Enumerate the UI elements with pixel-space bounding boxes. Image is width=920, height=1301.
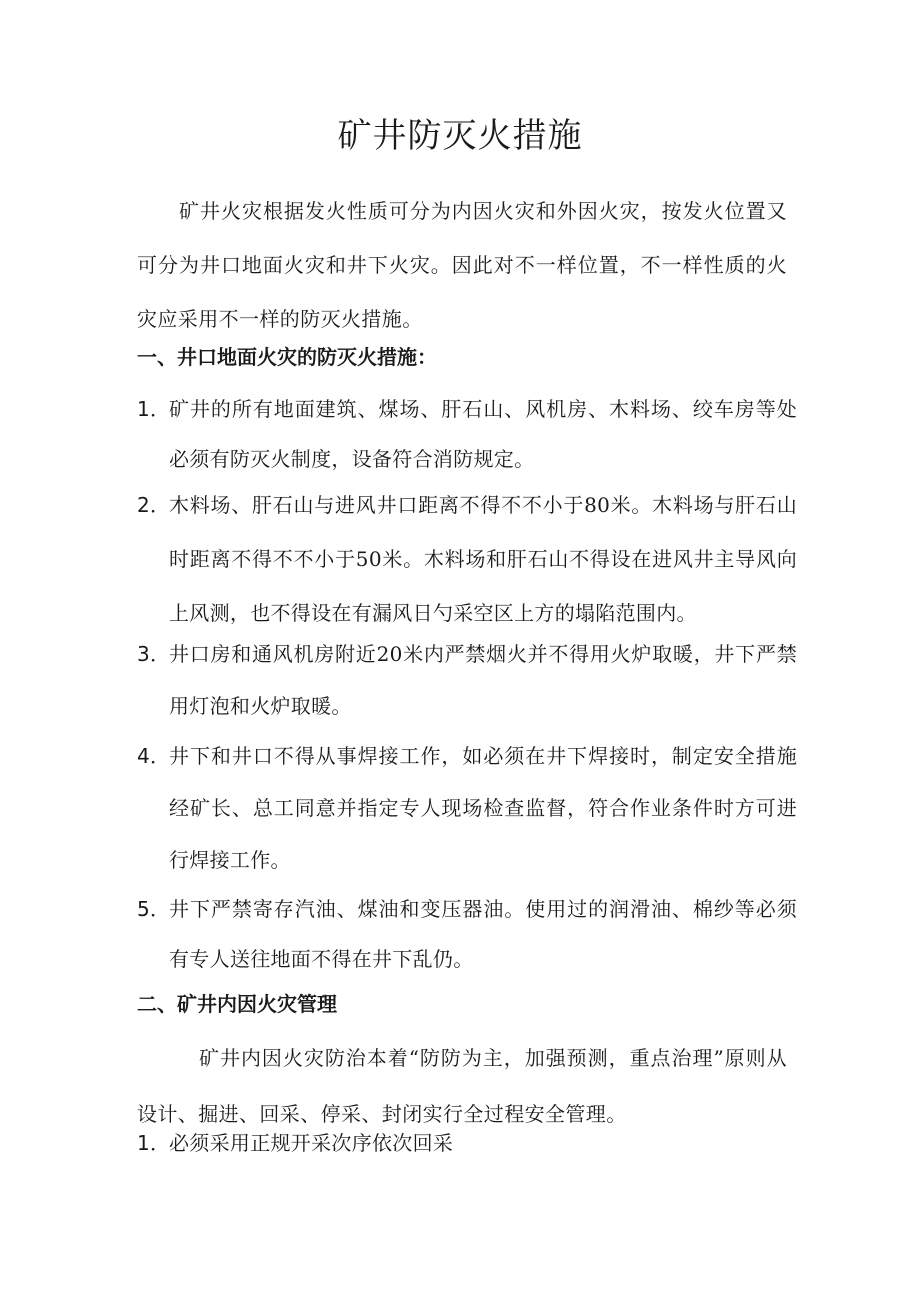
list-item-number: 1．: [137, 1131, 171, 1155]
list-item-text: 木料场、肝石山与进风井口距离不得不不小于80米。木料场与肝石山时距离不得不不小于50米。木料场和肝石山不得设在进风井主导风向上风测，也不得设在有漏风日勺采空区上方的塌陷范围内。: [169, 493, 797, 625]
list-item-text: 必须采用正规开采次序依次回采: [169, 1131, 454, 1155]
list-item: [137, 1123, 453, 1163]
section-2-heading: 二、矿井内因火灾管理: [137, 992, 337, 1016]
list-item-number: 5．: [137, 897, 171, 921]
list-item-text: 井口房和通风机房附近20米内严禁烟火并不得用火炉取暖，井下严禁用灯泡和火炉取暖。: [169, 642, 797, 718]
section-1-heading: 一、井口地面火灾的防灭火措施：: [137, 345, 437, 369]
list-item: [137, 478, 797, 640]
list-item: [137, 884, 797, 984]
list-item: [137, 730, 797, 886]
list-item-text: 井下严禁寄存汽油、煤油和变压器油。使用过的润滑油、棉纱等必须有专人送往地面不得在井下乱仍。: [169, 897, 797, 971]
list-item-number: 2．: [137, 493, 171, 517]
list-item: [137, 628, 797, 732]
page-title: 矿井防灭火措施: [337, 116, 583, 156]
list-item-number: 4．: [137, 744, 171, 768]
list-item-text: 井下和井口不得从事焊接工作，如必须在井下焊接时，制定安全措施经矿长、总工同意并指定专人现场检查监督，符合作业条件时方可进行焊接工作。: [169, 744, 797, 872]
list-item-number: 3．: [137, 642, 171, 666]
list-item: [137, 384, 797, 484]
list-item-text: 矿井的所有地面建筑、煤场、肝石山、风机房、木料场、绞车房等处必须有防灭火制度，设备符合消防规定。: [169, 397, 797, 471]
list-item-number: 1．: [137, 397, 171, 421]
intro-paragraph: 矿井火灾根据发火性质可分为内因火灾和外因火灾，按发火位置又可分为井口地面火灾和井下火灾。因此对不一样位置，不一样性质的火灾应采用不一样的防灭火措施。: [137, 199, 787, 331]
section-2-paragraph: 矿井内因火灾防治本着“防防为主，加强预测，重点治理”原则从设计、掘进、回采、停采、封闭实行全过程安全管理。: [137, 1046, 787, 1126]
